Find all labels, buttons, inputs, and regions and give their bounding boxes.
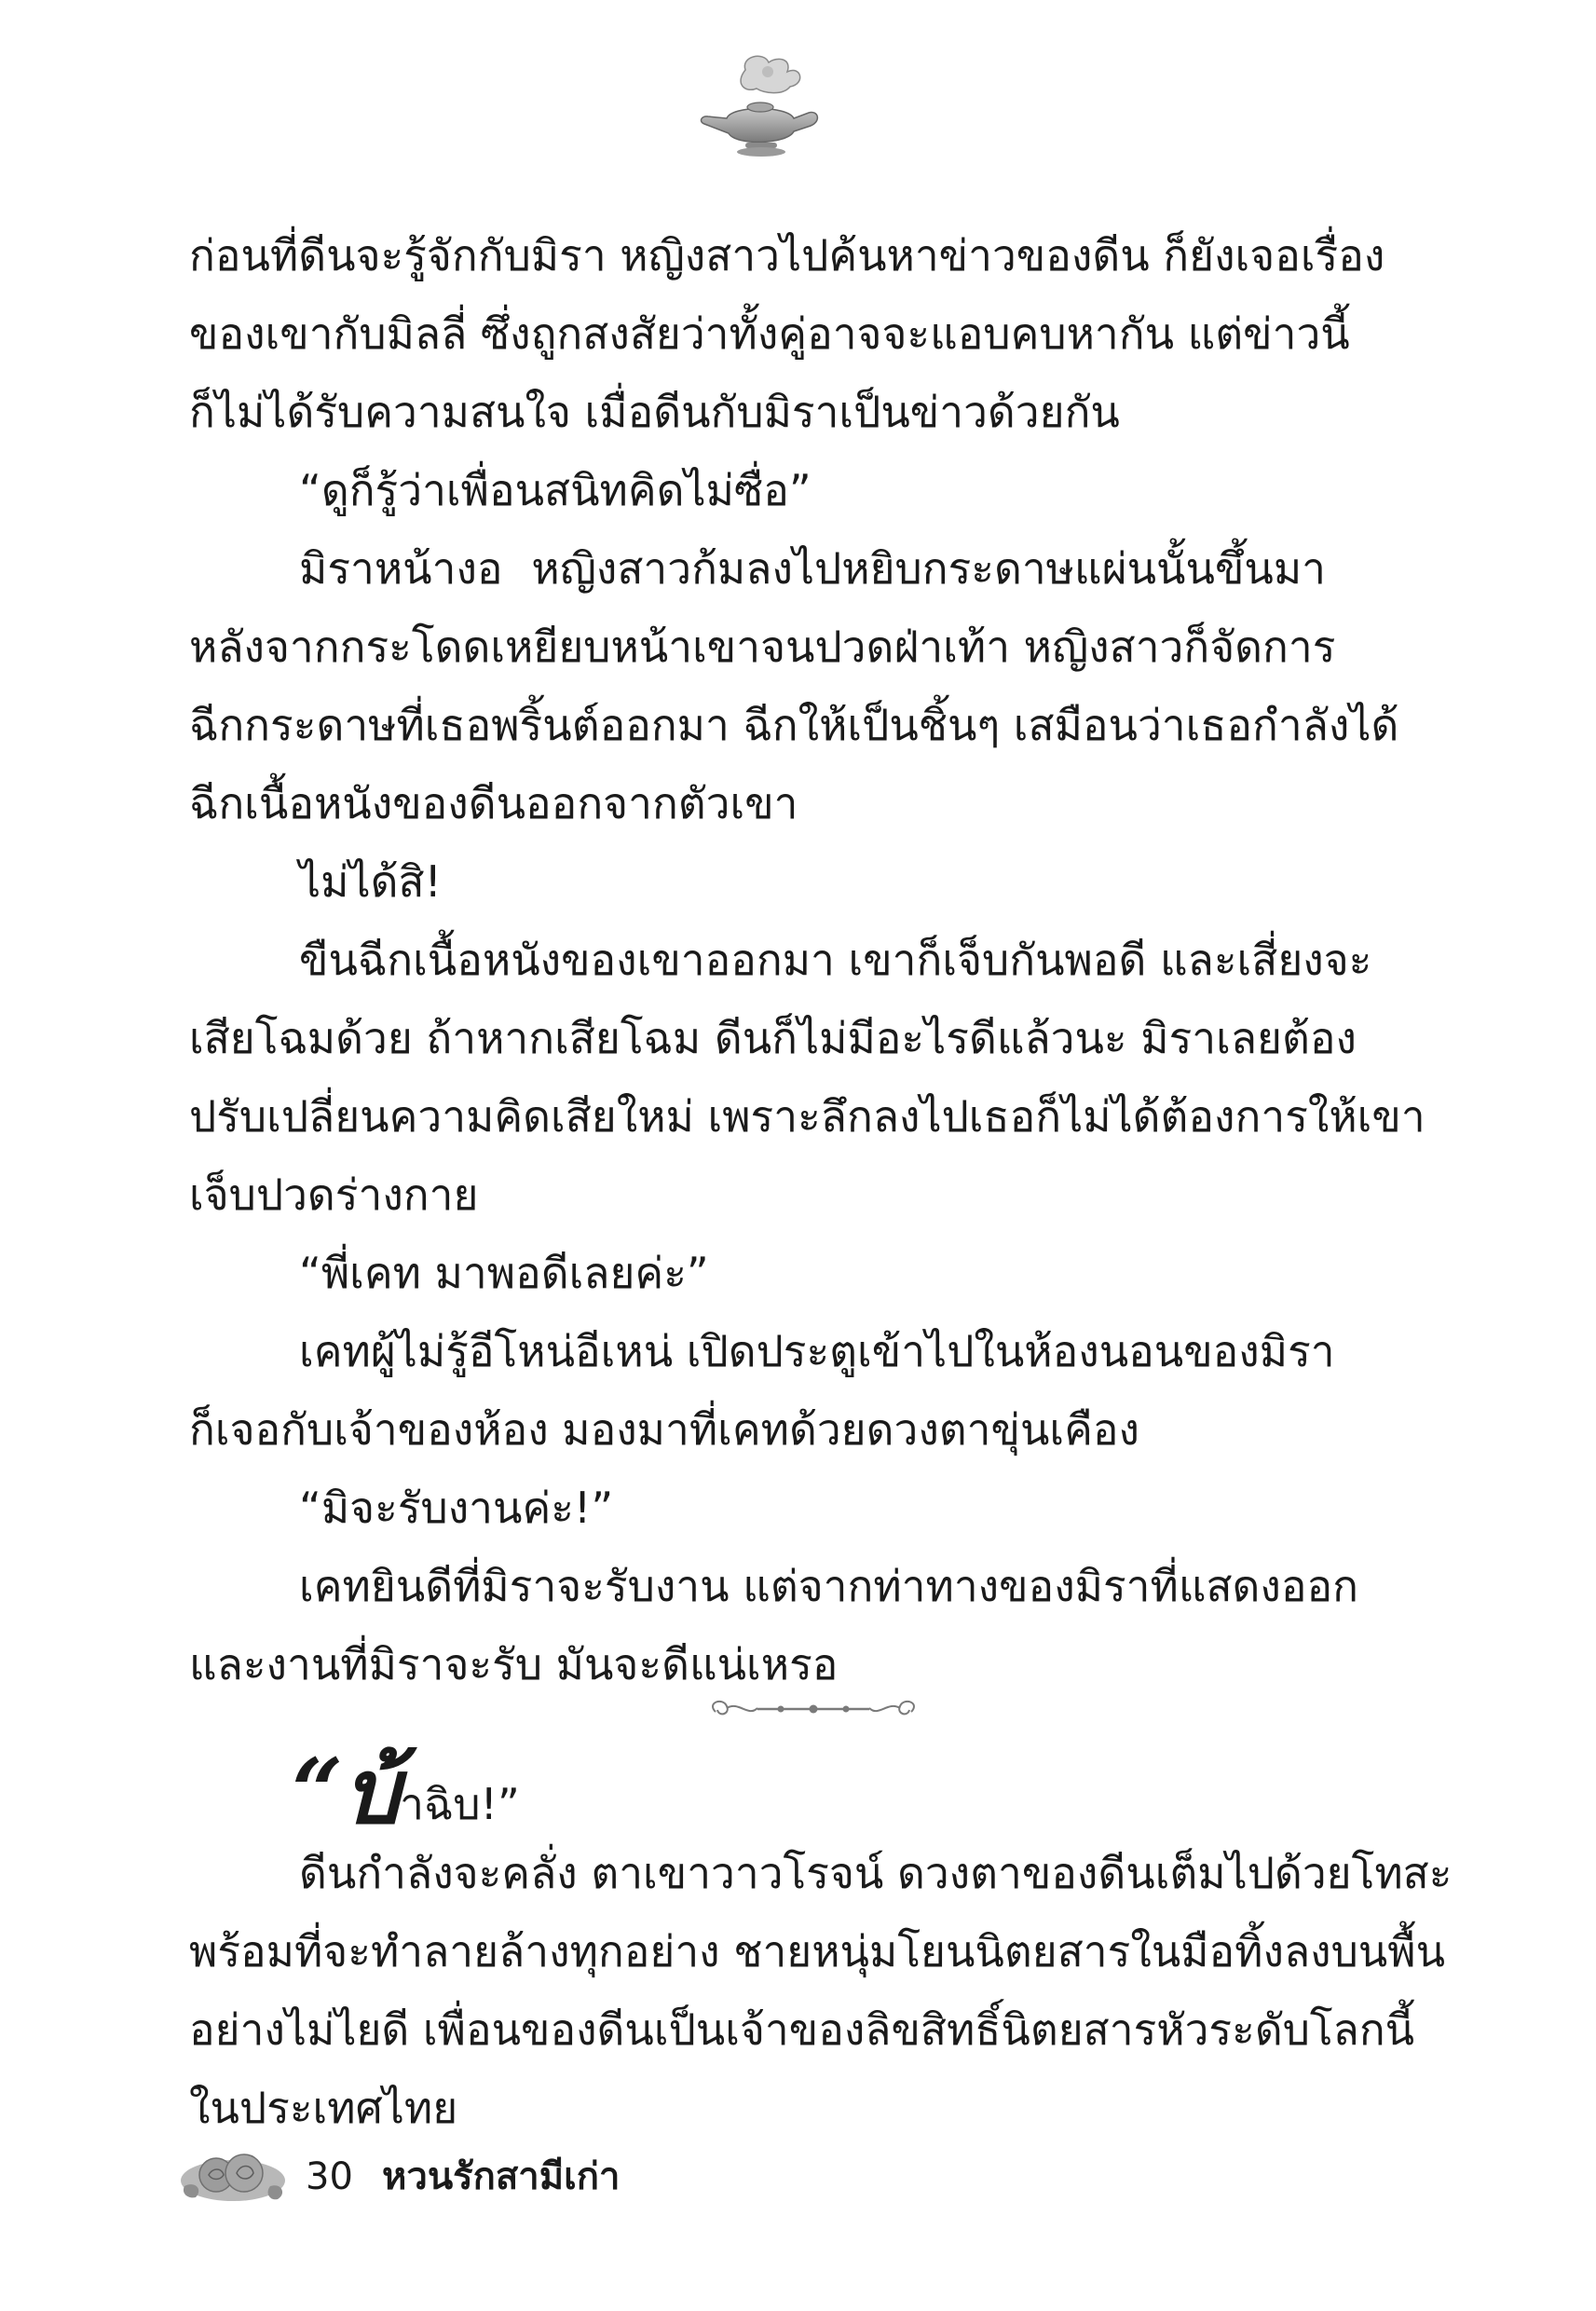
text-line: ปรับเปลี่ยนความคิดเสียใหม่ เพราะลึกลงไปเธอก็ไม่ได้ต้องการให้เขา [189,1091,1425,1142]
text-line: “พี่เคท มาพอดีเลยค่ะ” [299,1248,709,1298]
text-line: ฉีกกระดาษที่เธอพริ้นต์ออกมา ฉีกให้เป็นชิ้นๆ เสมือนว่าเธอกำลังได้ [189,700,1399,750]
text-line: ฉีกเนื้อหนังของดีนออกจากตัวเขา [189,778,798,828]
text-line: ดีนกำลังจะคลั่ง ตาเขาวาวโรจน์ ดวงตาของดีนเต็มไปด้วยโทสะ [299,1848,1453,1898]
text-line: เคทผู้ไม่รู้อีโหน่อีเหน่ เปิดประตูเข้าไปในห้องนอนของมิรา [299,1326,1335,1376]
text-line: ก่อนที่ดีนจะรู้จักกับมิรา หญิงสาวไปค้นหาข่าวของดีน ก็ยังเจอเรื่อง [189,230,1385,280]
text-line: ขืนฉีกเนื้อหนังของเขาออกมา เขาก็เจ็บกันพอดี และเสี่ยงจะ [299,935,1372,985]
rose-icon [177,2143,289,2208]
page-number: 30 [306,2155,353,2198]
text-line: เจ็บปวดร่างกาย [189,1169,479,1220]
text-line: ในประเทศไทย [189,2083,458,2133]
drop-cap: “บ้ [292,1739,401,1844]
text-line: เสียโฉมด้วย ถ้าหากเสียโฉม ดีนก็ไม่มีอะไรดีแล้วนะ มิราเลยต้อง [189,1013,1357,1063]
text-line: เคทยินดีที่มิราจะรับงาน แต่จากท่าทางของมิราที่แสดงออก [299,1561,1358,1611]
text-line: ไม่ได้สิ! [299,856,442,907]
genie-lamp-icon [689,51,829,163]
text-line: “ดูก็รู้ว่าเพื่อนสนิทคิดไม่ซื่อ” [299,465,812,515]
scroll-divider-icon [706,1691,921,1729]
body-text-block-2 [189,1834,1453,2147]
text-line: “มิจะรับงานค่ะ!” [299,1483,614,1533]
chapter-opening-line [292,1741,520,1843]
body-text-block-1 [189,216,1425,1703]
text-line: พร้อมที่จะทำลายล้างทุกอย่าง ชายหนุ่มโยนนิตยสารในมือทิ้งลงบนพื้น [189,1926,1446,1976]
text-line: ก็ไม่ได้รับความสนใจ เมื่อดีนกับมิราเป็นข่าวด้วยกัน [189,387,1120,437]
text-line: อย่างไม่ไยดี เพื่อนของดีนเป็นเจ้าของลิขสิทธิ์นิตยสารหัวระดับโลกนี้ [189,2004,1415,2055]
text-line: และงานที่มิราจะรับ มันจะดีแน่เหรอ [189,1639,839,1689]
text-line: หลังจากกระโดดเหยียบหน้าเขาจนปวดฝ่าเท้า หญิงสาวก็จัดการ [189,622,1336,672]
drop-cap-rest: าฉิบ!” [400,1779,520,1829]
text-line: ของเขากับมิลลี่ ซึ่งถูกสงสัยว่าทั้งคู่อาจจะแอบคบหากัน แต่ข่าวนี้ [189,308,1350,359]
text-line: มิราหน้างอ หญิงสาวก้มลงไปหยิบกระดาษแผ่นนั้นขึ้นมา [299,543,1326,594]
text-line: ก็เจอกับเจ้าของห้อง มองมาที่เคทด้วยดวงตาขุ่นเคือง [189,1404,1139,1455]
book-title: หวนรักสามีเก่า [382,2155,621,2198]
